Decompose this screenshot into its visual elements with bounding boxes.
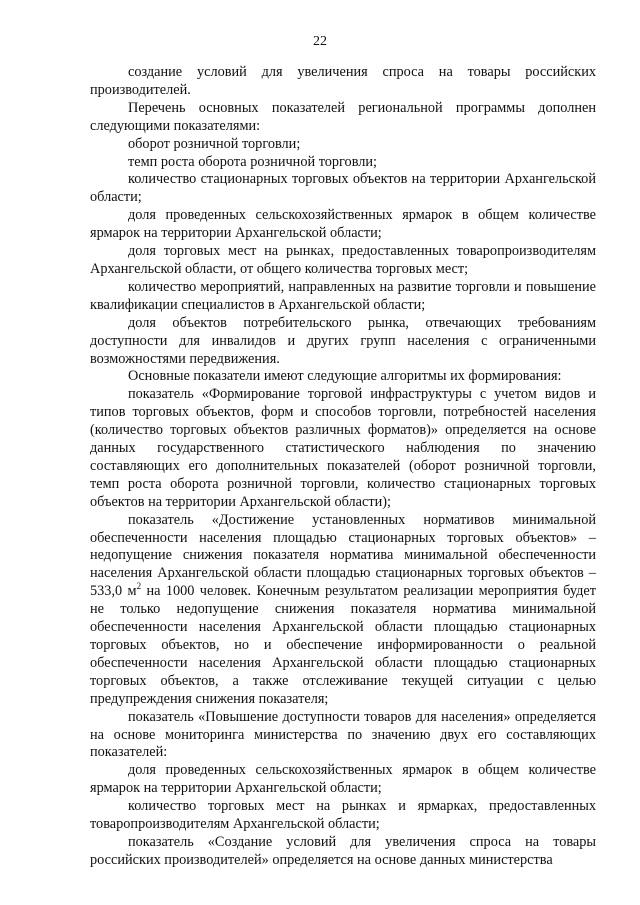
- document-body: [90, 64, 596, 870]
- paragraph: количество стационарных торговых объектов на территории Архангельской области;: [90, 171, 596, 206]
- norm-text-after: на 1000 человек. Конечным результатом реализации мероприятия будет не только недопущение снижения показателя норматива минимальной обеспеченности населения Архангельской области площадью стационарных торговых объектов, но и обеспечение информированности о реальной обеспеченности населения Архангельской области площадью стационарных торговых объектов, а также отслеживание текущей ситуации с целью предупреждения снижения показателя;: [90, 583, 597, 707]
- paragraph: Перечень основных показателей региональной программы дополнен следующими показателями:: [90, 99, 596, 134]
- paragraph: доля объектов потребительского рынка, отвечающих требованиям доступности для инвалидов и других групп населения с ограниченными возможностями передвижения.: [90, 314, 596, 367]
- paragraph: доля проведенных сельскохозяйственных ярмарок в общем количестве ярмарок на территории Архангельской области;: [90, 762, 596, 797]
- paragraph: Основные показатели имеют следующие алгоритмы их формирования:: [128, 368, 562, 385]
- paragraph: показатель «Формирование торговой инфраструктуры с учетом видов и типов торговых объектов, форм и способов торговли, потребностей населения (количество торговых объектов различных форматов)» определяется на основе данных государственного статистического наблюдения по значению составляющих его дополнительных показателей (оборот розничной торговли, темп роста оборота розничной торговли, количество стационарных торговых объектов на территории Архангельской области);: [90, 386, 596, 510]
- paragraph: количество торговых мест на рынках и ярмарках, предоставленных товаропроизводителям Архангельской области;: [90, 798, 596, 833]
- paragraph: доля торговых мест на рынках, предоставленных товаропроизводителям Архангельской области, от общего количества торговых мест;: [90, 243, 596, 277]
- page-number: 22: [313, 34, 327, 49]
- square-meter-superscript: 2: [136, 581, 142, 592]
- paragraph: показатель «Создание условий для увеличения спроса на товары российских производителей» определяется на основе данных министерства: [90, 833, 596, 868]
- paragraph: показатель «Повышение доступности товаров для населения» определяется на основе мониторинга министерства по значению двух его составляющих показателей:: [90, 708, 596, 761]
- paragraph: создание условий для увеличения спроса на товары российских производителей.: [90, 64, 596, 98]
- paragraph: темп роста оборота розничной торговли;: [128, 153, 378, 170]
- paragraph: оборот розничной торговли;: [128, 135, 301, 152]
- norm-paragraph: [90, 512, 596, 709]
- paragraph: доля проведенных сельскохозяйственных ярмарок в общем количестве ярмарок на территории Архангельской области;: [90, 207, 596, 242]
- norm-text-before: показатель «Достижение установленных нормативов минимальной обеспеченности населения площадью стационарных торговых объектов» – недопущение снижения показателя норматива минимальной обеспеченности населения Архангельской области площадью стационарных торговых объектов – 533,0 м: [90, 511, 596, 600]
- paragraph: количество мероприятий, направленных на развитие торговли и повышение квалификации специалистов в Архангельской области;: [90, 278, 596, 313]
